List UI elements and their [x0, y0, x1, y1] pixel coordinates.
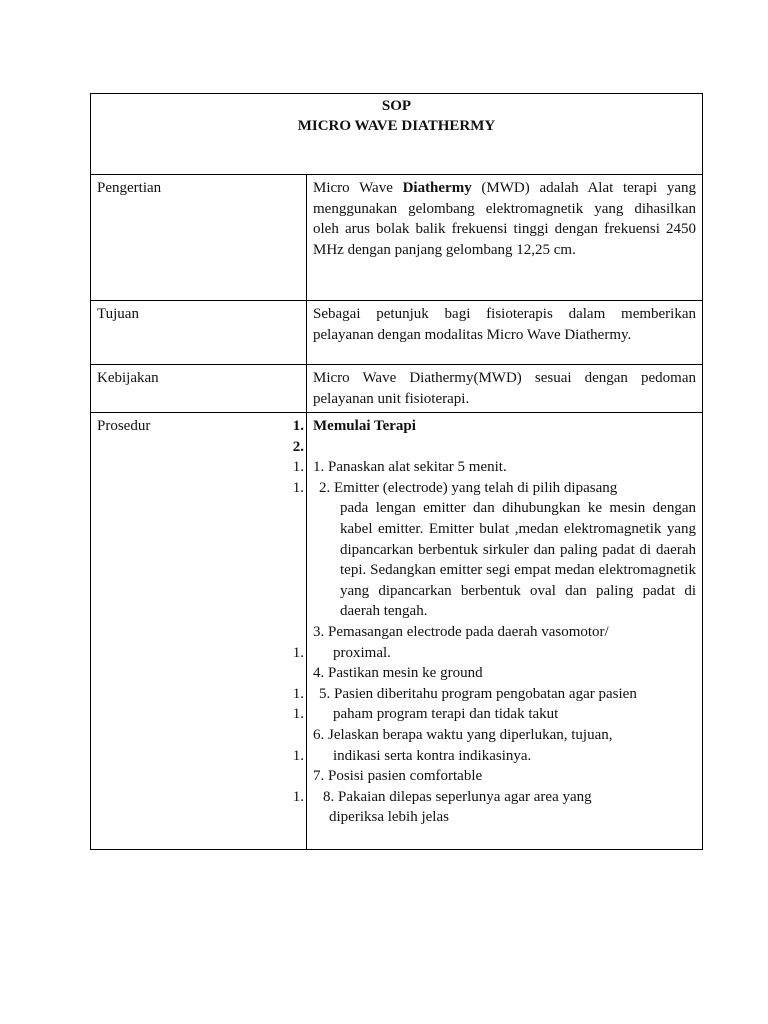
sop-title: SOP: [381, 98, 412, 114]
step-item: 3. Pemasangan electrode pada daerah vasomotor/ proximal.: [313, 623, 609, 661]
step-marker: 1.: [292, 479, 304, 496]
pengertian-text-post: (MWD) adalah Alat terapi yang menggunakan gelombang elektromagnetik yang dihasilkan oleh arus bolak balik frekuensi tinggi dengan frekuensi 2450 MHz dengan panjang gelombang 12,25 cm.: [313, 180, 696, 258]
step-marker: 1.: [292, 644, 304, 661]
label-pengertian: Pengertian: [91, 175, 307, 300]
step-marker: 1.: [292, 788, 304, 805]
value-pengertian: [307, 175, 702, 300]
step-item: 5. Pasien diberitahu program pengobatan agar pasien paham program terapi dan tidak takut: [319, 685, 637, 723]
step-item: 1. Panaskan alat sekitar 5 menit.: [313, 459, 507, 476]
list-marker: 2.: [292, 438, 304, 455]
step-item: 8. Pakaian dilepas seperlunya agar area yang diperiksa lebih jelas: [323, 788, 592, 826]
row-pengertian: [91, 175, 702, 301]
label-prosedur: Prosedur: [97, 418, 151, 434]
step-markers: [293, 416, 306, 807]
sop-header: [91, 94, 702, 175]
value-kebijakan: Micro Wave Diathermy(MWD) sesuai dengan pedoman pelayanan unit fisioterapi.: [313, 370, 696, 407]
row-prosedur: [91, 413, 702, 849]
row-kebijakan: [91, 365, 702, 413]
pengertian-text-pre: Micro Wave: [313, 180, 403, 196]
label-kebijakan: Kebijakan: [91, 365, 307, 412]
step-marker: 1.: [292, 685, 304, 702]
prosedur-heading: Memulai Terapi: [313, 418, 416, 434]
step-item: 6. Jelaskan berapa waktu yang diperlukan, tujuan, indikasi serta kontra indikasinya.: [313, 726, 613, 764]
sop-document: [90, 93, 703, 850]
step-marker: 1.: [292, 706, 304, 723]
row-tujuan: [91, 301, 702, 365]
list-marker: 1.: [292, 418, 304, 434]
step-marker: 1.: [292, 747, 304, 764]
value-prosedur: [307, 413, 702, 849]
value-tujuan: Sebagai petunjuk bagi fisioterapis dalam memberikan pelayanan dengan modalitas Micro Wave Diathermy.: [313, 306, 696, 343]
step-marker: 1.: [292, 459, 304, 476]
step-item: 4. Pastikan mesin ke ground: [313, 665, 483, 682]
label-tujuan: Tujuan: [91, 301, 307, 364]
sop-subtitle: MICRO WAVE DIATHERMY: [297, 118, 496, 134]
label-prosedur-cell: [91, 413, 307, 849]
step-item: 7. Posisi pasien comfortable: [313, 768, 483, 785]
pengertian-text-bold: Diathermy: [402, 180, 472, 196]
step-item: 2. Emitter (electrode) yang telah di pilih dipasang pada lengan emitter dan dihubungkan ke mesin dengan kabel emitter. Emitter bulat ,medan elektromagnetik yang dipancarkan berbentuk sirkuler dan paling padat di daerah tepi. Sedangkan emitter segi empat medan elektromagnetik yang dipancarkan berbentuk oval dan paling padat di daerah tengah.: [319, 479, 696, 620]
